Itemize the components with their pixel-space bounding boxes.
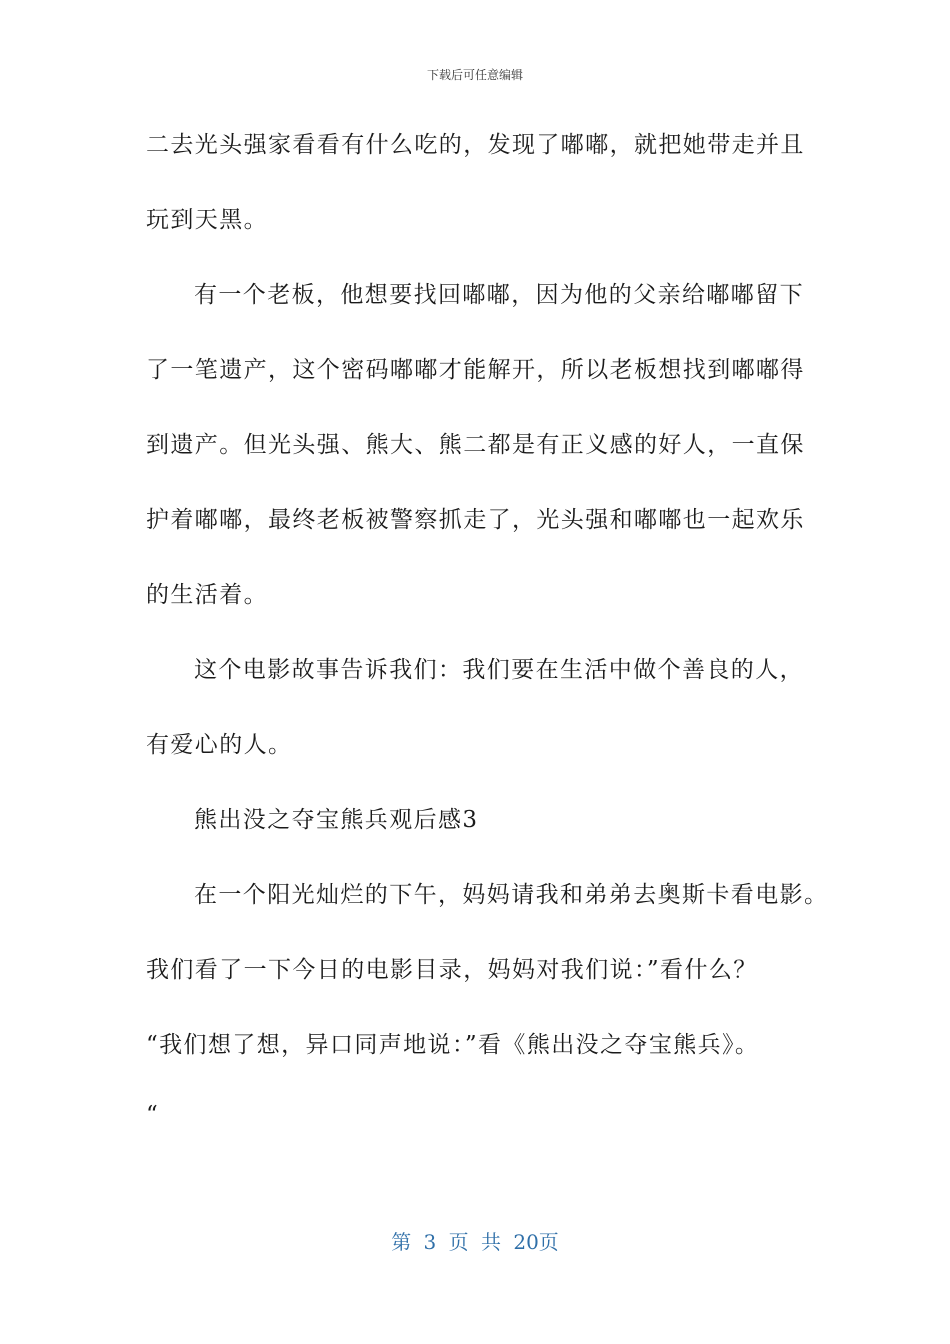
text-line: 的生活着。 (146, 582, 268, 608)
text-line: 在一个阳光灿烂的下午，妈妈请我和弟弟去奥斯卡看电影。 (194, 882, 829, 908)
page-number-footer (0, 1226, 950, 1255)
page-header-note: 下载后可任意编辑 (426, 68, 523, 82)
text-line: 玩到天黑。 (146, 207, 268, 233)
text-line: 这个电影故事告诉我们：我们要在生活中做个善良的人， (194, 657, 804, 683)
page-number-label: 第 3 页 共 20页 (391, 1230, 559, 1254)
section-heading: 熊出没之夺宝熊兵观后感3 (194, 807, 479, 833)
text-line: 有爱心的人。 (146, 732, 293, 758)
text-line: 到遗产。但光头强、熊大、熊二都是有正义感的好人，一直保 (146, 432, 805, 458)
text-line: 我们看了一下今日的电影目录，妈妈对我们说：”看什么？ (146, 957, 758, 983)
text-line: 有一个老板，他想要找回嘟嘟，因为他的父亲给嘟嘟留下 (194, 282, 804, 308)
text-line: 护着嘟嘟，最终老板被警察抓走了，光头强和嘟嘟也一起欢乐 (146, 507, 805, 533)
text-line: “ (146, 1102, 160, 1128)
text-line: 二去光头强家看看有什么吃的，发现了嘟嘟，就把她带走并且 (146, 132, 805, 158)
text-line: “我们想了想，异口同声地说：”看《熊出没之夺宝熊兵》。 (146, 1032, 760, 1058)
text-line: 了一笔遗产，这个密码嘟嘟才能解开，所以老板想找到嘟嘟得 (146, 357, 805, 383)
